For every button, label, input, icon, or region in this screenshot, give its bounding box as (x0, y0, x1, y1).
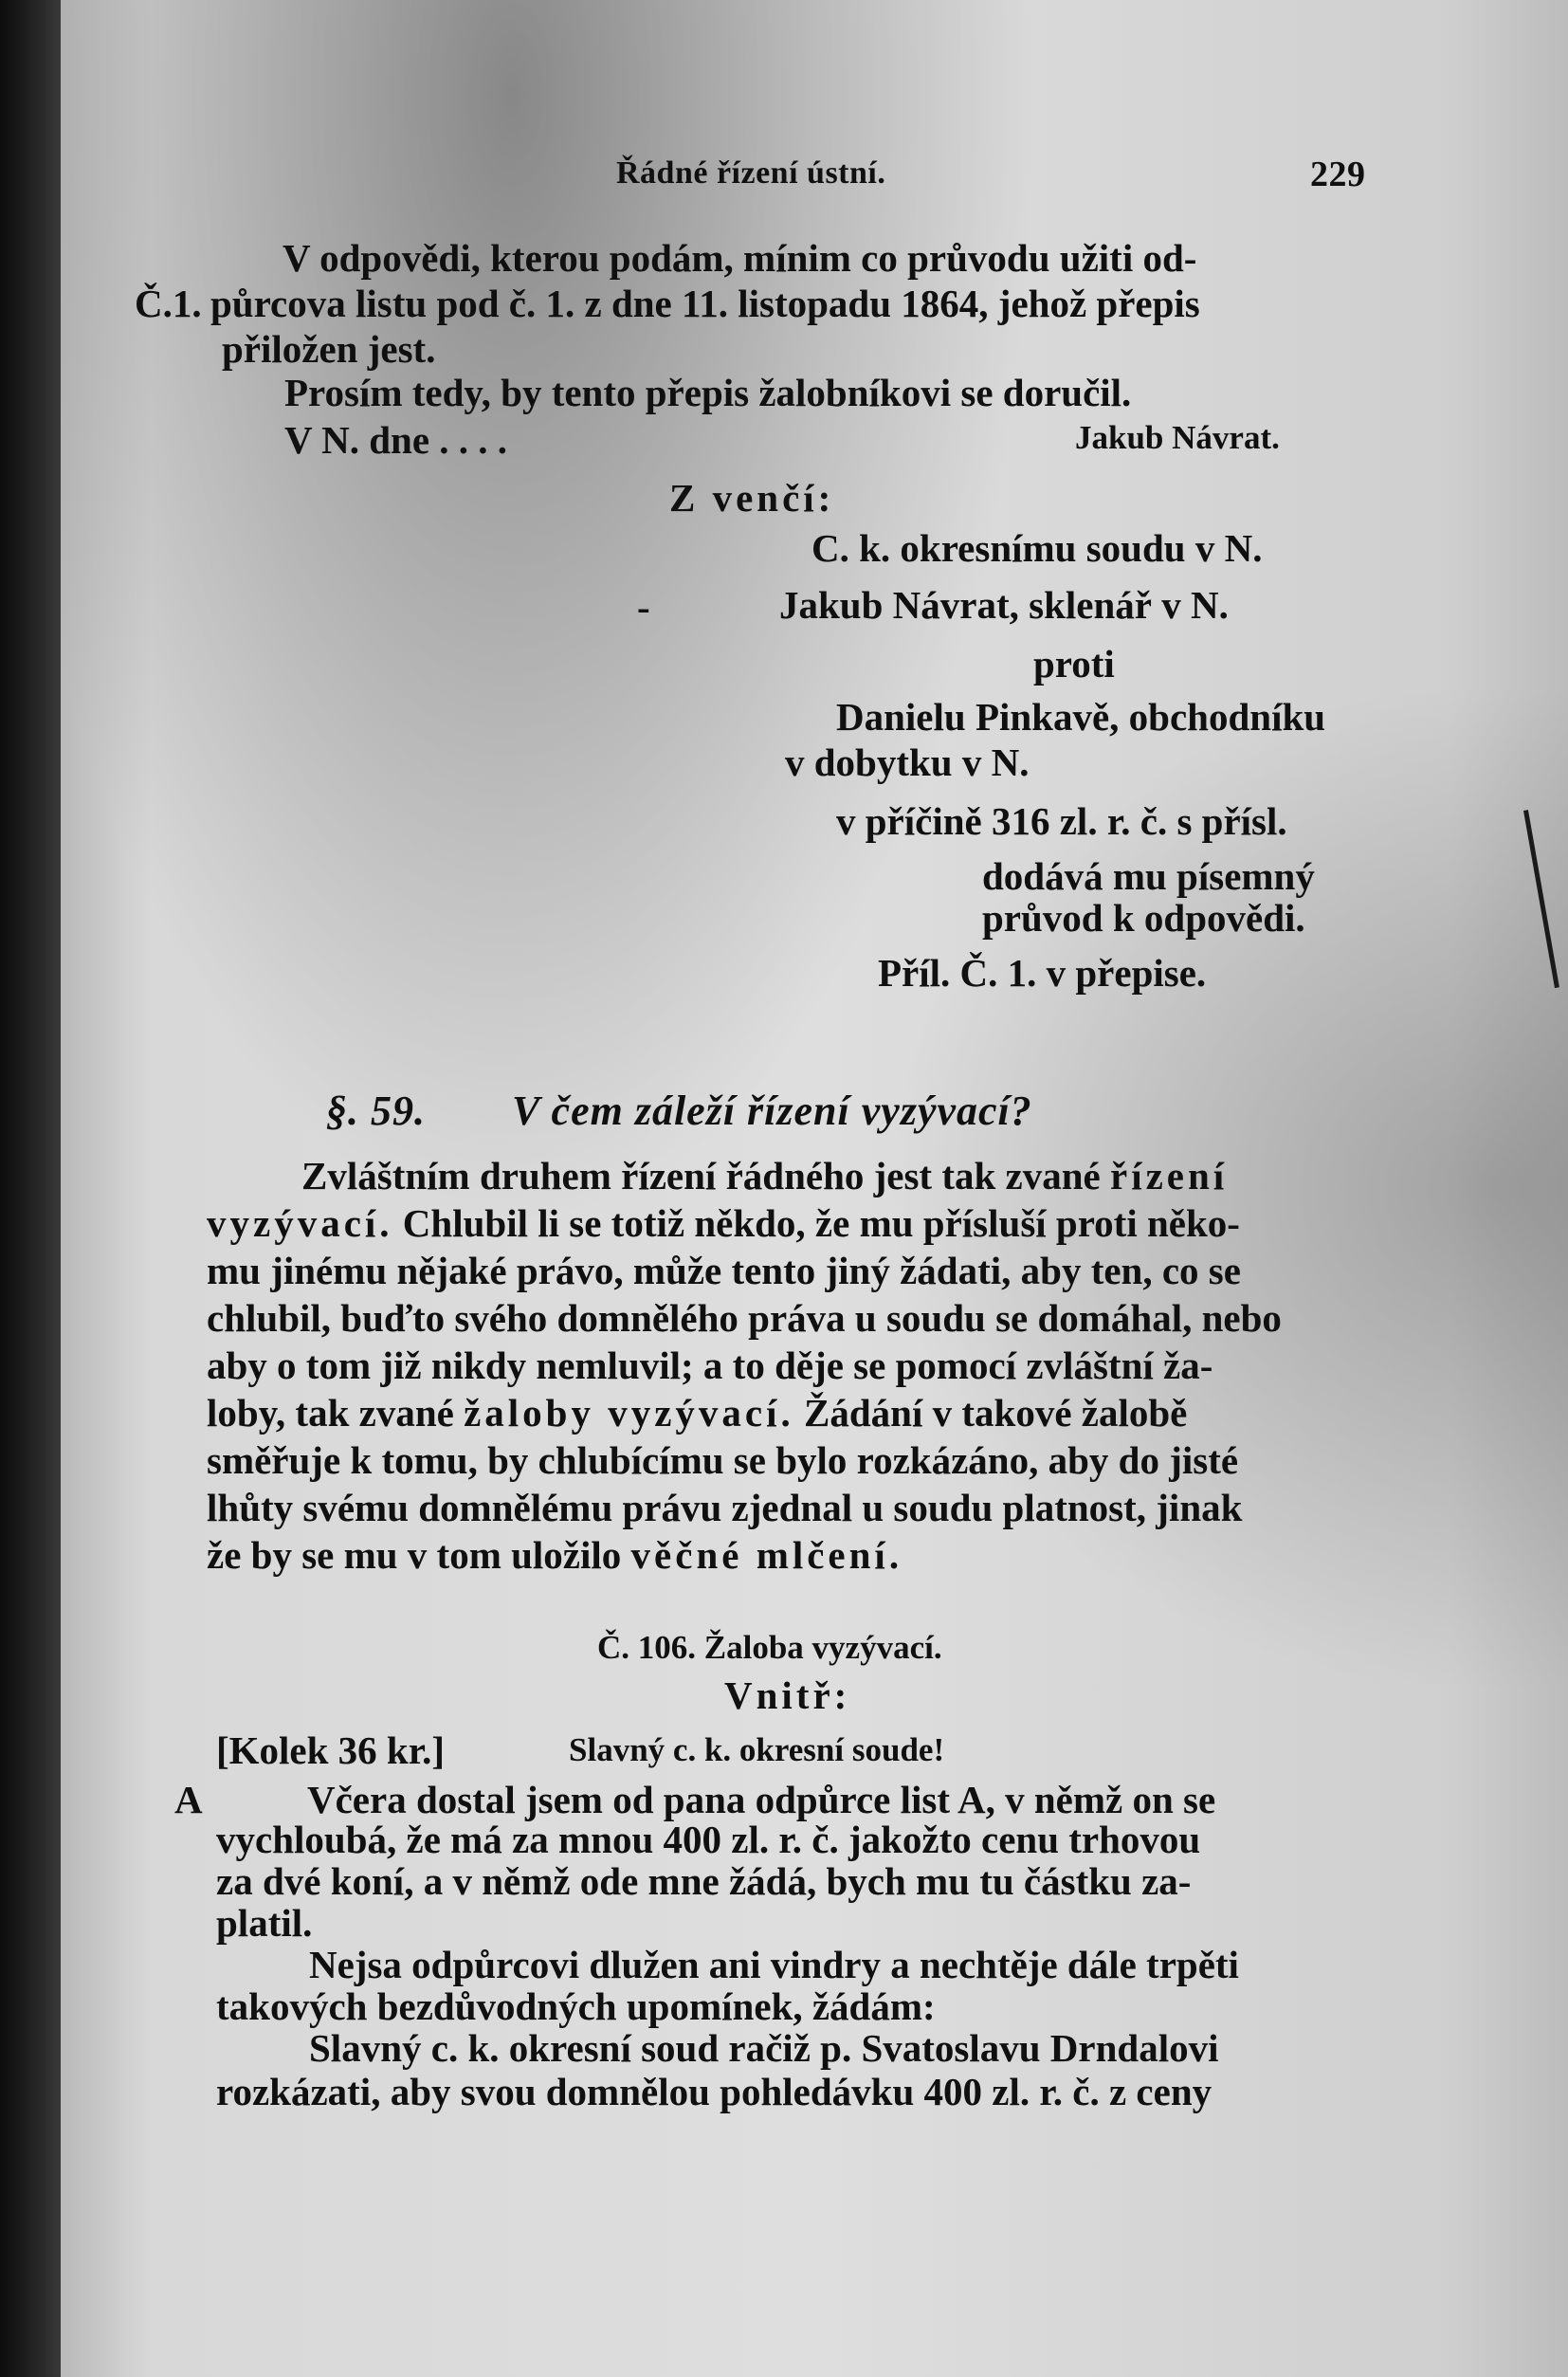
section-line-9-text: že by se mu v tom uložilo (207, 1533, 622, 1577)
signature: Jakub Návrat. (1075, 419, 1280, 456)
form-line-2: vychloubá, že má za mnou 400 zl. r. č. jakožto cenu trhovou (216, 1818, 1201, 1861)
form-line-6: takových bezdůvodných upomínek, žádám: (216, 1984, 936, 2028)
section-line-2-text: Chlubil li se totiž někdo, že mu přísluší proti něko- (402, 1201, 1240, 1245)
spaced-term-2: vyzývací. (207, 1201, 393, 1245)
section-line-3: mu jinému nějaké právo, může tento jiný žádati, aby ten, co se (207, 1249, 1241, 1292)
page-number: 229 (1310, 155, 1366, 194)
spaced-term-4: věčné mlčení. (630, 1533, 903, 1577)
reply-line-2: půrcova listu pod č. 1. z dne 11. listopadu 1864, jehož přepis (210, 282, 1200, 325)
outside-line-9: Příl. Č. 1. v přepise. (878, 951, 1207, 995)
section-line-6-tail: Žádání v takové žalobě (804, 1391, 1188, 1435)
section-line-6 (207, 1391, 1188, 1435)
section-line-1-text: Zvláštním druhem řízení řádného jest tak zvané (301, 1154, 1101, 1198)
form-line-8: rozkázati, aby svou domnělou pohledávku 400 zl. r. č. z ceny (216, 2070, 1212, 2113)
form-line-1: Včera dostal jsem od pana odpůrce list A, v němž on se (307, 1778, 1216, 1821)
place-date: V N. dne . . . . (284, 418, 508, 462)
margin-note: Č.1. (135, 282, 202, 325)
section-line-9 (207, 1533, 903, 1577)
section-title: V čem záleží řízení vyzývací? (512, 1088, 1032, 1134)
margin-ink-stroke (1523, 810, 1559, 988)
form-line-4: platil. (216, 1901, 313, 1945)
stamp: [Kolek 36 kr.] (216, 1728, 446, 1772)
section-line-7: směřuje k tomu, by chlubícímu se bylo rozkázáno, aby do jisté (207, 1438, 1239, 1482)
spaced-term-3: žaloby vyzývací. (464, 1391, 794, 1435)
outside-line-6: v příčině 316 zl. r. č. s přísl. (836, 799, 1287, 843)
form-title: Č. 106. Žaloba vyzývací. (597, 1629, 942, 1666)
reply-line-1: V odpovědi, kterou podám, mínim co průvodu užiti od- (283, 236, 1197, 280)
form-line-3: za dvé koní, a v němž ode mne žádá, bych mu tu částku za- (216, 1859, 1192, 1903)
outside-line-1: C. k. okresnímu soudu v N. (811, 526, 1263, 570)
form-line-7: Slavný c. k. okresní soud račiž p. Svatoslavu Drndalovi (309, 2026, 1219, 2070)
outside-line-7: dodává mu písemný (982, 854, 1315, 898)
inside-heading: Vnitř: (724, 1673, 851, 1717)
reply-line-4: Prosím tedy, by tento přepis žalobníkovi se doručil. (284, 371, 1132, 414)
scan-left-edge (0, 0, 63, 2377)
running-header-title: Řádné řízení ústní. (616, 155, 886, 191)
section-line-8: lhůty svému domnělému právu zjednal u soudu platnost, jinak (207, 1486, 1243, 1529)
salutation: Slavný c. k. okresní soude! (569, 1731, 945, 1768)
outside-line-3: proti (1033, 642, 1115, 686)
form-line-5: Nejsa odpůrcovi dlužen ani vindry a nechtěje dále trpěti (309, 1943, 1239, 1986)
section-line-2 (207, 1201, 1240, 1245)
outside-line-5: v dobytku v N. (785, 741, 1030, 784)
outside-line-2: Jakub Návrat, sklenář v N. (779, 583, 1229, 627)
reply-line-3: přiložen jest. (222, 327, 436, 371)
outside-dash: - (637, 585, 650, 629)
section-line-1 (301, 1154, 1229, 1198)
spaced-term-1: řízení (1110, 1154, 1229, 1198)
section-line-4: chlubil, buďto svého domnělého práva u soudu se domáhal, nebo (207, 1296, 1282, 1340)
book-page (61, 0, 1568, 2377)
section-number: §. 59. (326, 1088, 426, 1134)
section-line-5: aby o tom již nikdy nemluvil; a to děje se pomocí zvláštní ža- (207, 1344, 1213, 1387)
outside-heading: Z venčí: (669, 476, 835, 520)
outside-line-4: Danielu Pinkavě, obchodníku (836, 695, 1326, 739)
section-line-6-text: loby, tak zvané (207, 1391, 454, 1435)
outside-line-8: průvod k odpovědi. (982, 896, 1305, 940)
margin-letter: A (174, 1778, 203, 1821)
